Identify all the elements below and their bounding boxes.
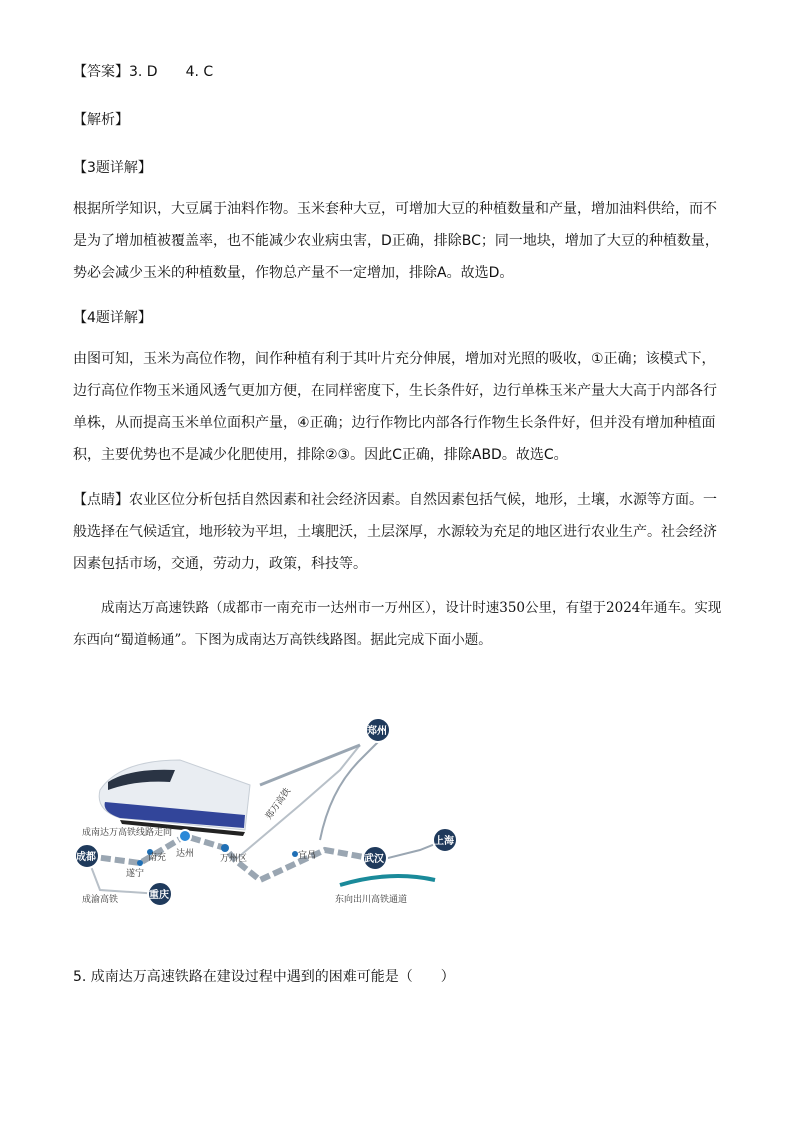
q4-body: 由图可知，玉米为高位作物，间作种植有利于其叶片充分伸展，增加对光照的吸收，①正确；该模式下，边行高位作物玉米通风透气更加方便，在同样密度下，生长条件好，边行单株玉米产量大大高于内部各行单株，从而提高玉米单位面积产量，④正确；边行作物比内部各行作物生长条件好，但并没有增加种植面积，主要优势也不是减少化肥使用，排除②③。因此C正确，排除ABD。故选C。 xyxy=(73,351,717,463)
station-shanghai xyxy=(433,828,457,852)
tip-paragraph xyxy=(73,484,723,580)
q4-heading: 【4题详解】 xyxy=(73,310,152,326)
question-5: 5. 成南达万高速铁路在建设过程中遇到的困难可能是（ ） xyxy=(73,969,455,985)
station-chengdu xyxy=(75,844,99,868)
station-nanchong: 南充 xyxy=(148,853,167,863)
tip-label: 【点睛】 xyxy=(73,492,129,508)
station-chongqing xyxy=(148,882,172,906)
q3-body: 根据所学知识，大豆属于油料作物。玉米套种大豆，可增加大豆的种植数量和产量，增加油料供给，而不是为了增加植被覆盖率，也不能减少农业病虫害，D正确，排除BC；同一地块，增加了大豆的种植数量，势必会减少玉米的种植数量，作物总产量不一定增加，排除A。故选D。 xyxy=(73,201,719,281)
city-wuhan: 武汉 xyxy=(364,854,384,865)
answer-label: 【答案】 xyxy=(73,64,129,80)
railway-map xyxy=(60,690,480,920)
east-corridor-label: 东向出川高铁通道 xyxy=(335,895,408,905)
answer-text: 3. D 4. C xyxy=(129,64,214,80)
city-chongqing: 重庆 xyxy=(149,890,169,901)
city-zhengzhou: 郑州 xyxy=(367,726,387,737)
station-wanzhou: 万州区 xyxy=(220,854,248,864)
station-zhengzhou xyxy=(366,718,390,742)
station-yichang: 宜昌 xyxy=(298,851,317,861)
city-shanghai: 上海 xyxy=(434,836,454,847)
tip-body: 农业区位分析包括自然因素和社会经济因素。自然因素包括气候，地形，土壤，水源等方面。一般选择在气候适宜，地形较为平坦，土壤肥沃，土层深厚，水源较为充足的地区进行农业生产。社会经济因素包括市场，交通，劳动力，政策，科技等。 xyxy=(73,492,717,572)
analysis-label: 【解析】 xyxy=(73,112,129,128)
station-suining: 遂宁 xyxy=(126,869,145,879)
answer-line xyxy=(73,62,213,82)
intro-paragraph: 成南达万高速铁路（成都市一南充市一达州市一万州区），设计时速350公里，有望于2024年通车。实现东西向“蜀道畅通”。下图为成南达万高铁线路图。据此完成下面小题。 xyxy=(73,600,722,648)
station-dazhou: 达州 xyxy=(176,849,195,859)
chengyu-label: 成渝高铁 xyxy=(82,895,119,905)
station-wuhan xyxy=(363,846,387,870)
route-label: 成南达万高铁线路走向 xyxy=(82,828,173,838)
train-illustration xyxy=(99,760,250,836)
q3-heading: 【3题详解】 xyxy=(73,160,152,176)
city-chengdu: 成都 xyxy=(76,852,96,863)
north-line-label: 郑万高铁 xyxy=(264,786,294,822)
